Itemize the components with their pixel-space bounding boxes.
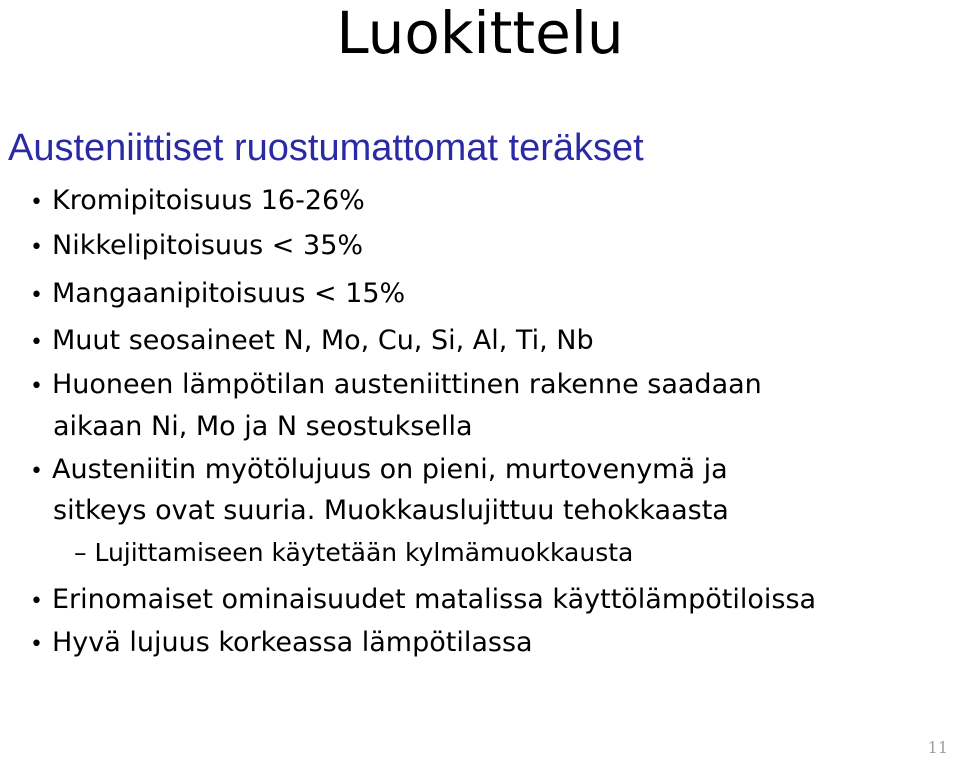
bullet-text: Hyvä lujuus korkeassa lämpötilassa (52, 627, 533, 658)
sub-bullet-item (74, 533, 633, 573)
bullet-continuation: aikaan Ni, Mo ja N seostuksella (53, 411, 473, 442)
slide-title: Luokittelu (336, 0, 624, 67)
section-heading: Austeniittiset ruostumattomat teräkset (8, 127, 644, 169)
bullet-item (30, 225, 363, 269)
dash-marker: – (74, 538, 87, 567)
bullet-item (30, 364, 762, 408)
bullet-item (30, 449, 728, 493)
page-number: 11 (927, 738, 948, 757)
bullet-item (30, 579, 816, 623)
bullet-dot-icon: • (30, 235, 43, 260)
bullet-text: Erinomaiset ominaisuudet matalissa käyttölämpötiloissa (52, 584, 817, 615)
bullet-item (30, 273, 405, 317)
bullet-dot-icon: • (30, 283, 43, 308)
bullet-text: Huoneen lämpötilan austeniittinen rakenne saadaan (52, 369, 762, 400)
bullet-dot-icon: • (30, 632, 43, 657)
bullet-text: Kromipitoisuus 16-26% (52, 185, 365, 216)
bullet-text: Mangaanipitoisuus < 15% (52, 278, 406, 309)
bullet-continuation: sitkeys ovat suuria. Muokkauslujittuu tehokkaasta (53, 495, 729, 526)
bullet-dot-icon: • (30, 330, 43, 355)
bullet-dot-icon: • (30, 190, 43, 215)
bullet-dot-icon: • (30, 374, 43, 399)
bullet-text: Muut seosaineet N, Mo, Cu, Si, Al, Ti, Nb (52, 325, 594, 356)
bullet-item (30, 622, 533, 666)
bullet-dot-icon: • (30, 589, 43, 614)
bullet-text: Nikkelipitoisuus < 35% (52, 230, 364, 261)
bullet-item (30, 180, 365, 224)
bullet-text: Austeniitin myötölujuus on pieni, murtovenymä ja (52, 454, 728, 485)
bullet-dot-icon: • (30, 459, 43, 484)
sub-bullet-text: Lujittamiseen käytetään kylmämuokkausta (94, 538, 634, 567)
bullet-item (30, 320, 594, 364)
